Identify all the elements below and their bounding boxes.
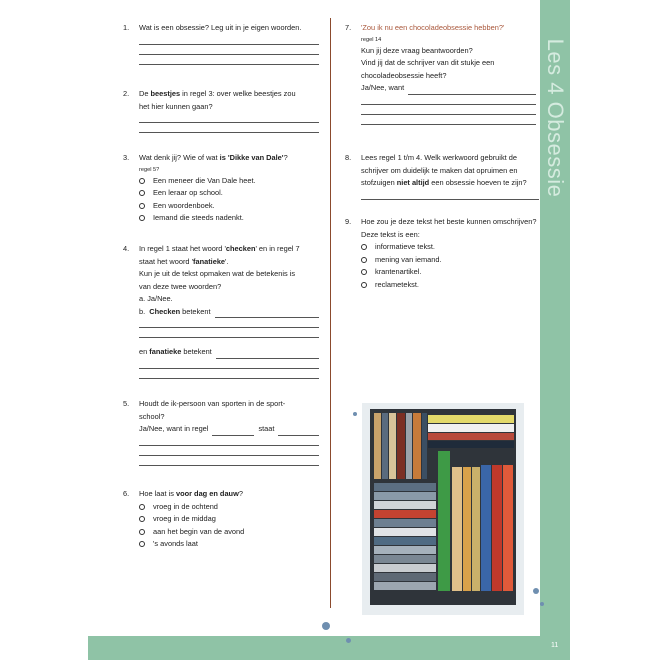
radio-circle-icon[interactable]: [361, 257, 367, 263]
question-number: 6.: [123, 489, 130, 498]
option[interactable]: Een leraar op school.: [139, 187, 319, 200]
option[interactable]: 's avonds laat: [139, 538, 319, 551]
question-text: Hoe laat is voor dag en dauw?: [139, 489, 243, 498]
line-reference: regel 5?: [139, 166, 160, 173]
answer-line[interactable]: [361, 124, 536, 125]
option[interactable]: informatieve tekst.: [361, 241, 539, 254]
dvd-shelf-illustration: [370, 409, 516, 605]
question-text: schrijver om duidelijk te maken dat opruimen en: [361, 165, 518, 175]
answer-line[interactable]: [139, 327, 319, 328]
question-number: 2.: [123, 89, 130, 98]
answer-line[interactable]: [216, 350, 319, 359]
question-number: 3.: [123, 153, 130, 162]
question-text: Deze tekst is een:: [361, 229, 420, 239]
answer-line[interactable]: [361, 104, 536, 105]
option[interactable]: krantenartikel.: [361, 266, 539, 279]
question-text: het hier kunnen gaan?: [139, 101, 213, 111]
option[interactable]: vroeg in de middag: [139, 513, 319, 526]
option[interactable]: reclametekst.: [361, 279, 539, 292]
question-text: In regel 1 staat het woord 'checken' en in regel 7: [139, 244, 300, 253]
radio-circle-icon[interactable]: [139, 529, 145, 535]
option[interactable]: Een meneer die Van Dale heet.: [139, 175, 319, 188]
answer-line[interactable]: [139, 54, 319, 55]
answer-line[interactable]: [139, 455, 319, 456]
lesson-title: Les 4 Obsessie: [543, 38, 568, 198]
option[interactable]: Een woordenboek.: [139, 200, 319, 213]
radio-circle-icon[interactable]: [139, 516, 145, 522]
question-text: Wat denk jij? Wie of wat is 'Dikke van Dale'?: [139, 153, 288, 162]
answer-line[interactable]: [139, 122, 319, 123]
question-text: van deze twee woorden?: [139, 281, 222, 291]
question-text: Hoe zou je deze tekst het beste kunnen omschrijven?: [361, 217, 537, 226]
question-number: 9.: [345, 217, 352, 226]
right-margin: [570, 0, 660, 660]
answer-line[interactable]: [361, 199, 539, 200]
line-reference: regel 14: [361, 36, 382, 43]
radio-circle-icon[interactable]: [139, 541, 145, 547]
radio-circle-icon[interactable]: [139, 190, 145, 196]
radio-circle-icon[interactable]: [139, 504, 145, 510]
ink-splat: [540, 602, 544, 606]
answer-line-text: Ja/Nee, want: [361, 82, 536, 95]
answer-line-text: Ja/Nee, want in regel staat: [139, 423, 319, 436]
answer-line[interactable]: [139, 378, 319, 379]
ink-splat: [322, 622, 330, 630]
answer-line[interactable]: [139, 368, 319, 369]
question-text: De beestjes in regel 3: over welke beestjes zou: [139, 89, 296, 98]
dvd-shelf-photo: [370, 409, 516, 605]
column-divider: [330, 18, 331, 608]
question-text: school?: [139, 411, 165, 421]
answer-line[interactable]: [408, 86, 536, 95]
answer-line[interactable]: [139, 64, 319, 65]
option[interactable]: vroeg in de ochtend: [139, 501, 319, 514]
answer-line[interactable]: [139, 132, 319, 133]
answer-b: b. Checken betekent: [139, 306, 319, 319]
question-number: 4.: [123, 244, 130, 253]
answer-line[interactable]: [215, 309, 319, 318]
answer-line[interactable]: [361, 114, 536, 115]
question-number: 1.: [123, 23, 130, 32]
question-text: chocoladeobsessie heeft?: [361, 70, 447, 80]
ink-splat: [346, 638, 351, 643]
left-margin: [0, 0, 88, 660]
radio-circle-icon[interactable]: [361, 282, 367, 288]
question-text: Kun je uit de tekst opmaken wat de betekenis is: [139, 269, 296, 278]
answer-line[interactable]: [139, 337, 319, 338]
answer-line[interactable]: [212, 427, 254, 436]
question-text: Kun jij deze vraag beantwoorden?: [361, 45, 473, 55]
question-text: Lees regel 1 t/m 4. Welk werkwoord gebruikt de: [361, 153, 517, 162]
quote-text: 'Zou ik nu een chocoladeobsessie hebben?': [361, 23, 505, 32]
option[interactable]: Iemand die steeds nadenkt.: [139, 212, 319, 225]
answer-line[interactable]: [278, 427, 319, 436]
radio-circle-icon[interactable]: [361, 244, 367, 250]
bottom-band: [88, 636, 570, 660]
answer-a: a. Ja/Nee.: [139, 294, 173, 303]
answer-line[interactable]: [139, 445, 319, 446]
ink-splat: [533, 588, 539, 594]
question-text: Wat is een obsessie? Leg uit in je eigen woorden.: [139, 23, 302, 32]
radio-circle-icon[interactable]: [139, 203, 145, 209]
question-number: 5.: [123, 399, 130, 408]
radio-circle-icon[interactable]: [139, 178, 145, 184]
answer-c: en fanatieke betekent: [139, 346, 319, 359]
ink-splat: [353, 412, 357, 416]
option[interactable]: mening van iemand.: [361, 254, 539, 267]
question-text: Houdt de ik-persoon van sporten in de sport-: [139, 399, 286, 408]
question-number: 8.: [345, 153, 352, 162]
answer-line[interactable]: [139, 465, 319, 466]
question-number: 7.: [345, 23, 352, 32]
question-text: stofzuigen niet altijd een obsessie hoeven te zijn?: [361, 178, 527, 187]
answer-line[interactable]: [139, 44, 319, 45]
question-text: Vind jij dat de schrijver van dit stukje een: [361, 58, 495, 67]
question-text: staat het woord 'fanatieke'.: [139, 256, 229, 266]
radio-circle-icon[interactable]: [361, 269, 367, 275]
radio-circle-icon[interactable]: [139, 215, 145, 221]
page-number: 11: [551, 642, 559, 649]
option[interactable]: aan het begin van de avond: [139, 526, 319, 539]
